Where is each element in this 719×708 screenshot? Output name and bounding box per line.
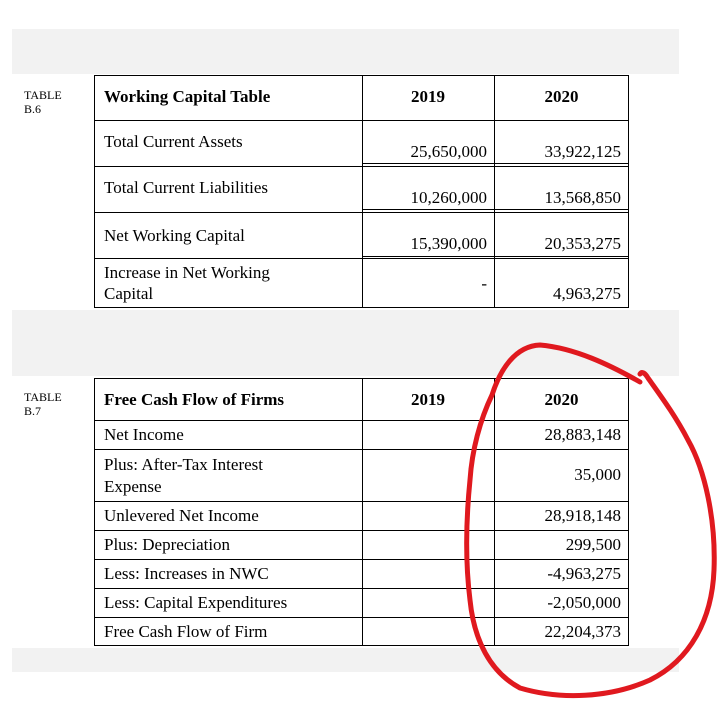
b6-row-label: Net Working Capital bbox=[104, 226, 245, 245]
b7-row-label: Unlevered Net Income bbox=[104, 506, 259, 525]
b7-row-rule-4 bbox=[94, 559, 629, 560]
b7-row-label: Free Cash Flow of Firm bbox=[104, 622, 268, 641]
b6-row-value-2019: 10,260,000 bbox=[410, 188, 487, 207]
b6-row-value-2019: 15,390,000 bbox=[410, 234, 487, 253]
b6-header-2019: 2019 bbox=[411, 87, 445, 106]
b7-row-rule-1 bbox=[94, 449, 629, 450]
b7-row-rule-2 bbox=[94, 501, 629, 502]
b6-row-label-line2: Capital bbox=[104, 284, 154, 303]
b6-row-rule-1 bbox=[94, 166, 629, 167]
b6-row-rule-3 bbox=[94, 258, 629, 259]
b7-row-rule-5 bbox=[94, 588, 629, 589]
b7-row-value-2020: 28,918,148 bbox=[544, 506, 621, 525]
b7-row-label-line1: Plus: After-Tax Interest bbox=[104, 455, 263, 474]
b6-row-value-2020: 20,353,275 bbox=[544, 234, 621, 253]
b6-row-value-2019: - bbox=[481, 274, 487, 293]
b6-row-rule-2 bbox=[94, 212, 629, 213]
b6-val-underline-a20 bbox=[494, 163, 629, 164]
b7-row-label-line2: Expense bbox=[104, 477, 162, 496]
b7-col-divider-1 bbox=[362, 378, 363, 646]
b7-row-value-2020: 22,204,373 bbox=[544, 622, 621, 641]
b6-row-label: Total Current Assets bbox=[104, 132, 243, 151]
b7-row-rule-6 bbox=[94, 617, 629, 618]
b6-val-underline-l20 bbox=[494, 209, 629, 210]
b7-row-value-2020: 28,883,148 bbox=[544, 425, 621, 444]
b7-row-label: Net Income bbox=[104, 425, 184, 444]
table-b6-label-line2: B.6 bbox=[24, 102, 42, 116]
b7-row-rule-3 bbox=[94, 530, 629, 531]
b6-row-label bbox=[104, 262, 270, 304]
b6-row-value-2020: 4,963,275 bbox=[553, 284, 621, 303]
b6-val-underline-a19 bbox=[362, 163, 494, 164]
b7-row-value-2020: -2,050,000 bbox=[547, 593, 621, 612]
b7-header-rule bbox=[94, 420, 629, 421]
b7-row-label: Less: Capital Expenditures bbox=[104, 593, 288, 612]
b6-row-value-2019: 25,650,000 bbox=[410, 142, 487, 161]
b6-row-value-2020: 13,568,850 bbox=[544, 188, 621, 207]
table-b7-label-line2: B.7 bbox=[24, 404, 42, 418]
table-b7-label bbox=[24, 390, 62, 418]
table-b6-label-line1: TABLE bbox=[24, 88, 62, 102]
b6-header-rule bbox=[94, 120, 629, 121]
b7-header-2020: 2020 bbox=[544, 390, 579, 409]
page-band-middle bbox=[12, 310, 679, 376]
b7-row-value-2020: 299,500 bbox=[565, 535, 621, 554]
b6-row-value-2020: 33,922,125 bbox=[544, 142, 621, 161]
b7-row-value-2020: 35,000 bbox=[574, 465, 621, 484]
b7-header-2019: 2019 bbox=[411, 390, 445, 409]
page-band-top bbox=[12, 29, 679, 74]
b6-header-title: Working Capital Table bbox=[104, 87, 271, 106]
b7-row-label: Less: Increases in NWC bbox=[104, 564, 269, 583]
b6-val-underline-n20 bbox=[494, 256, 629, 257]
b7-header-title: Free Cash Flow of Firms bbox=[104, 390, 285, 409]
b6-val-underline-l19 bbox=[362, 209, 494, 210]
page-band-bottom bbox=[12, 648, 679, 672]
table-b7-label-line1: TABLE bbox=[24, 390, 62, 404]
b7-row-label: Plus: Depreciation bbox=[104, 535, 231, 554]
table-b6-label bbox=[24, 88, 62, 116]
b6-row-label-line1: Increase in Net Working bbox=[104, 263, 270, 282]
b7-row-value-2020: -4,963,275 bbox=[547, 564, 621, 583]
b6-header-2020: 2020 bbox=[544, 87, 579, 106]
b7-row-label bbox=[104, 454, 263, 498]
b6-val-underline-n19 bbox=[362, 256, 494, 257]
b6-row-label: Total Current Liabilities bbox=[104, 178, 269, 197]
